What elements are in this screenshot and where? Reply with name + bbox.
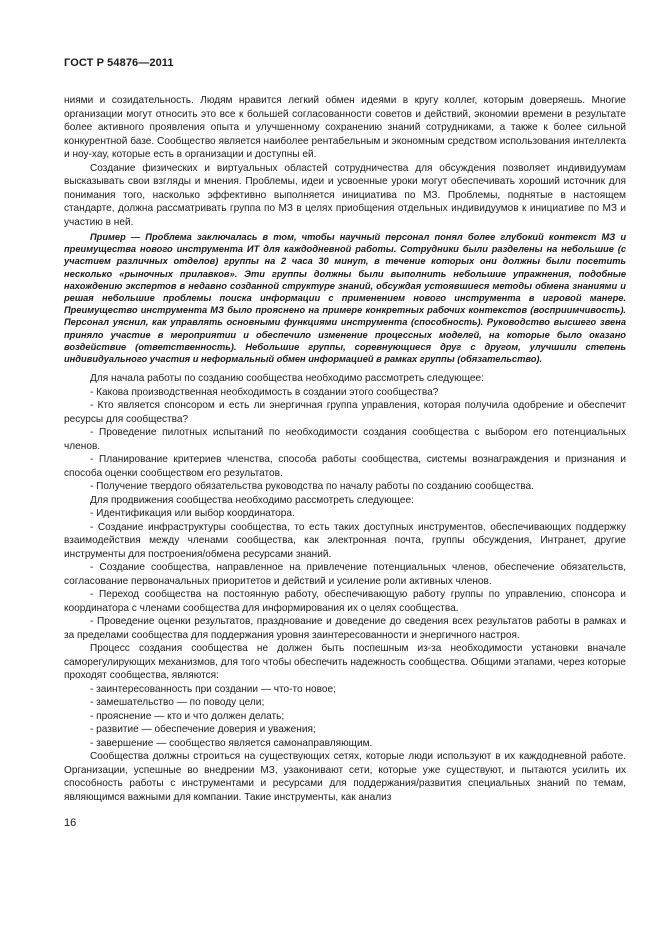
list-item: - развитие — обеспечение доверия и уважения; <box>90 724 316 736</box>
paragraph: Для начала работы по созданию сообщества необходимо рассмотреть следующее: <box>90 373 484 385</box>
list-item: - Переход сообщества на постоянную работу, обеспечивающую работу группы по управлению, спонсора и координатора с членами сообщества для информирования их о целях сообщества. <box>64 589 626 614</box>
list-item: - завершение — сообщество является самонаправляющим. <box>90 737 373 749</box>
document-body <box>64 94 626 804</box>
list-item: - Получение твердого обязательства руководства по началу работы по созданию сообщества. <box>90 481 534 493</box>
paragraph: Для продвижения сообщества необходимо рассмотреть следующее: <box>90 494 414 506</box>
paragraph: Сообщества должны строиться на существующих сетях, которые люди используют в их каждодневной работе. Организации, успешные во внедрении МЗ, узаконивают сети, которые уже существуют, и пытаются усилить их способность работы с инструментами и ресурсами для поддержания/развития специальных знаний по темам, являющимся важными для компании. Такие инструменты, как анализ <box>64 751 626 803</box>
example-paragraph: Пример — Проблема заключалась в том, чтобы научный персонал понял более глубокий контекст МЗ и преимущества нового инструмента ИТ для каждодневной работы. Сотрудники были разделены на небольшие (с участием различных отделов) группы на 2 часа 30 минут, в течение которых они должны были посетить несколько «рыночных прилавков». Эти группы должны были выполнить небольшие упражнения, подобные нахождению экспертов в недавно созданной структуре знаний, обсуждая устоявшиеся методы обмена знаниями и решая небольшие проблемы поиска информации с применением нового инструмента в игровой манере. Преимущество инструмента МЗ было прояснено на примере конкретных рабочих контекстов (восприимчивость). Персонал уяснил, как управлять основными функциями инструмента (способность). Руководство высшего звена приняло участие в мероприятии и обеспечило изменение процессных моделей, на которые было оказано воздействие (ответственность). Небольшие группы, соревнующиеся друг с другом, улучшили степень индивидуального участия и неформальный обмен информацией в рамках группы (обязательство). <box>64 232 626 365</box>
list-item: - замешательство — по поводу цели; <box>90 697 265 709</box>
paragraph: Процесс создания сообщества не должен быть поспешным из-за необходимости установки вначале саморегулирующих механизмов, для того чтобы обеспечить надежность сообщества. Общими этапами, через которые проходят сообщества, являются: <box>64 643 626 682</box>
list-item: - Кто является спонсором и есть ли энергичная группа управления, которая получила одобрение и обеспечит ресурсы для сообщества? <box>64 400 626 425</box>
list-item: - заинтересованность при создании — что-то новое; <box>90 683 336 695</box>
page-number: 16 <box>64 817 77 829</box>
list-item: - прояснение — кто и что должен делать; <box>90 710 285 722</box>
list-item: - Проведение пилотных испытаний по необходимости создания сообщества с выбором его потенциальных членов. <box>64 427 626 452</box>
paragraph: ниями и созидательность. Людям нравится легкий обмен идеями в кругу коллег, которым доверяешь. Многие организации могут относить это все к большей согласованности советов и действий, экономии времени в результате более активного проявления опыта и улучшенному сохранению знаний сотрудниками, а также к более сильной конкурентной базе. Сообщество является наиболее рентабельным и экономным средством использования интеллекта и ноу-хау, которые есть в организации и доступны ей. <box>64 95 626 160</box>
list-item: - Идентификация или выбор координатора. <box>90 508 295 520</box>
list-item: - Проведение оценки результатов, празднование и доведение до сведения всех результатов работы в рамках и за пределами сообщества для поддержания уровня заинтересованности и энергичного настроя. <box>64 616 626 641</box>
list-item: - Создание инфраструктуры сообщества, то есть таких доступных инструментов, обеспечивающих поддержку взаимодействия между членами сообщества, как электронная почта, группы обсуждения, Интранет, другие инструменты для построения/обмена ресурсами знаний. <box>64 521 626 560</box>
list-item: - Создание сообщества, направленное на привлечение потенциальных членов, обеспечение обязательств, согласование первоначальных приоритетов и действий и усиление роли активных членов. <box>64 562 626 587</box>
list-item: - Какова производственная необходимость в создании этого сообщества? <box>90 386 439 398</box>
list-item: - Планирование критериев членства, способа работы сообщества, системы вознаграждения и признания и способа оценки сообществом его результатов. <box>64 454 626 479</box>
paragraph: Создание физических и виртуальных областей сотрудничества для обсуждения позволяет индивидуумам высказывать свои взгляды и мнения. Проблемы, идеи и усвоенные уроки могут обеспечивать хороший источник для понимания того, насколько эффективно выполняется инициатива по МЗ. Проблемы, поднятые в настоящем стандарте, должна рассматривать группа по МЗ в целях приобщения отдельных индивидуумов к инициативе по МЗ и участию в ней. <box>64 162 626 228</box>
document-header: ГОСТ Р 54876—2011 <box>64 57 174 69</box>
